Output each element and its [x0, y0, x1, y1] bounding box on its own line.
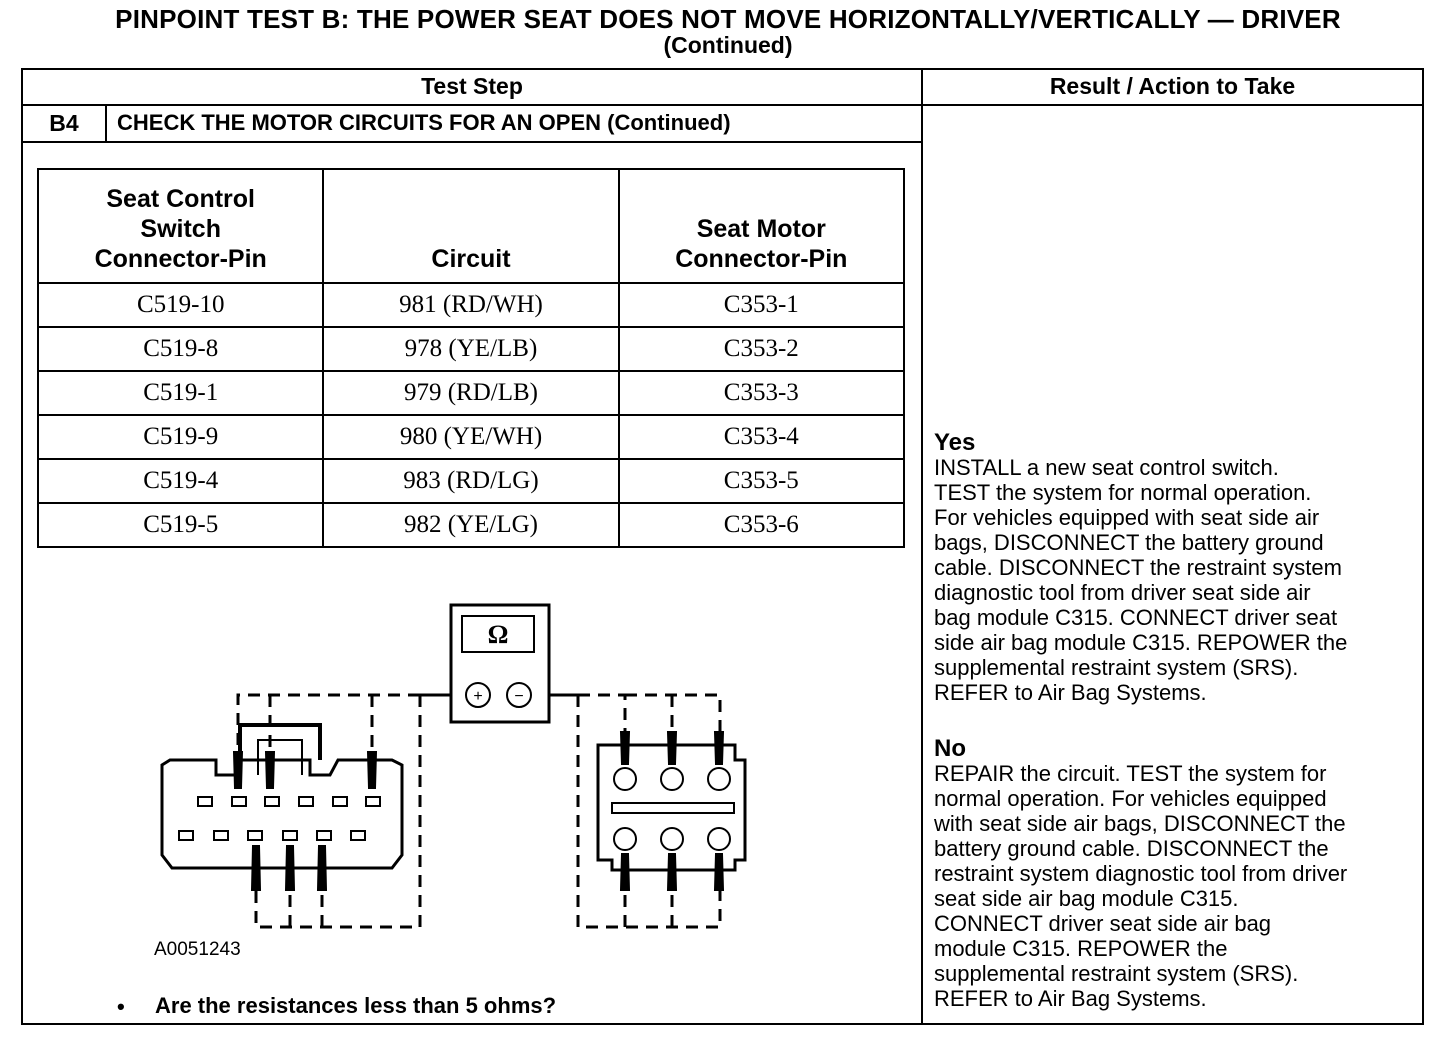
- result-no: [934, 736, 1419, 1011]
- table-row: [38, 415, 904, 459]
- page-subtitle: (Continued): [663, 32, 793, 58]
- motor-pin-cell: C353-5: [619, 459, 904, 503]
- result-line: normal operation. For vehicles equipped: [934, 786, 1327, 811]
- result-line: supplemental restraint system (SRS).: [934, 961, 1299, 986]
- result-line: supplemental restraint system (SRS).: [934, 655, 1299, 680]
- result-line: INSTALL a new seat control switch.: [934, 455, 1279, 480]
- column-divider: [921, 68, 923, 1025]
- col-header-motor-pin: [619, 169, 904, 283]
- question-text: Are the resistances less than 5 ohms?: [155, 993, 557, 1018]
- col-header-circuit: Circuit: [323, 169, 618, 283]
- minus-symbol: −: [514, 688, 524, 705]
- step-title: CHECK THE MOTOR CIRCUITS FOR AN OPEN (Continued): [117, 110, 731, 135]
- table-row: [38, 503, 904, 547]
- table-row: [38, 459, 904, 503]
- pin-table-header-row: [38, 169, 904, 283]
- circuit-cell: 980 (YE/WH): [323, 415, 618, 459]
- col-header-line: Switch: [140, 215, 221, 243]
- switch-pin-cell: C519-8: [38, 327, 323, 371]
- switch-pin-cell: C519-1: [38, 371, 323, 415]
- result-line: with seat side air bags, DISCONNECT the: [934, 811, 1346, 836]
- pin-table: [37, 168, 905, 548]
- col-header-line: Connector-Pin: [675, 245, 848, 273]
- circuit-cell: 981 (RD/WH): [323, 283, 618, 327]
- switch-pin-cell: C519-4: [38, 459, 323, 503]
- col-header-line: Seat Control: [106, 185, 255, 213]
- motor-pin-cell: C353-4: [619, 415, 904, 459]
- result-line: module C315. REPOWER the: [934, 936, 1228, 961]
- page-title: PINPOINT TEST B: THE POWER SEAT DOES NOT MOVE HORIZONTALLY/VERTICALLY — DRIVER: [115, 4, 1341, 34]
- result-line: For vehicles equipped with seat side air: [934, 505, 1320, 530]
- test-step-header: Test Step: [421, 73, 523, 99]
- wiring-diagram: [140, 595, 780, 970]
- result-line: REFER to Air Bag Systems.: [934, 680, 1207, 705]
- switch-pin-cell: C519-10: [38, 283, 323, 327]
- result-line: REFER to Air Bag Systems.: [934, 986, 1207, 1011]
- result-line: restraint system diagnostic tool from driver: [934, 861, 1348, 886]
- question-bullet: •: [117, 994, 125, 1019]
- switch-pin-cell: C519-9: [38, 415, 323, 459]
- table-row: [38, 283, 904, 327]
- result-line: REPAIR the circuit. TEST the system for: [934, 761, 1327, 786]
- circuit-cell: 982 (YE/LG): [323, 503, 618, 547]
- plus-symbol: +: [473, 688, 483, 705]
- circuit-cell: 978 (YE/LB): [323, 327, 618, 371]
- switch-pin-cell: C519-5: [38, 503, 323, 547]
- step-divider: [21, 141, 922, 143]
- col-header-line: Seat Motor: [696, 215, 826, 243]
- motor-pin-cell: C353-3: [619, 371, 904, 415]
- result-line: bags, DISCONNECT the battery ground: [934, 530, 1324, 555]
- table-row: [38, 371, 904, 415]
- no-heading: No: [934, 735, 966, 762]
- step-id: B4: [49, 110, 79, 136]
- col-header-line: Connector-Pin: [94, 245, 267, 273]
- table-row: [38, 327, 904, 371]
- result-line: bag module C315. CONNECT driver seat: [934, 605, 1338, 630]
- result-line: side air bag module C315. REPOWER the: [934, 630, 1348, 655]
- motor-pin-cell: C353-2: [619, 327, 904, 371]
- result-line: diagnostic tool from driver seat side air: [934, 580, 1311, 605]
- col-header-switch-pin: [38, 169, 323, 283]
- ohm-symbol: Ω: [487, 620, 509, 649]
- step-id-divider: [105, 104, 107, 142]
- result-line: cable. DISCONNECT the restraint system: [934, 555, 1342, 580]
- circuit-cell: 979 (RD/LB): [323, 371, 618, 415]
- circuit-cell: 983 (RD/LG): [323, 459, 618, 503]
- result-yes: [934, 430, 1419, 705]
- result-header: Result / Action to Take: [1049, 73, 1296, 99]
- result-line: TEST the system for normal operation.: [934, 480, 1312, 505]
- figure-id: A0051243: [154, 939, 241, 960]
- yes-heading: Yes: [934, 429, 976, 456]
- result-line: CONNECT driver seat side air bag: [934, 911, 1272, 936]
- motor-pin-cell: C353-6: [619, 503, 904, 547]
- header-divider: [21, 104, 1424, 106]
- result-line: battery ground cable. DISCONNECT the: [934, 836, 1329, 861]
- motor-pin-cell: C353-1: [619, 283, 904, 327]
- result-line: seat side air bag module C315.: [934, 886, 1239, 911]
